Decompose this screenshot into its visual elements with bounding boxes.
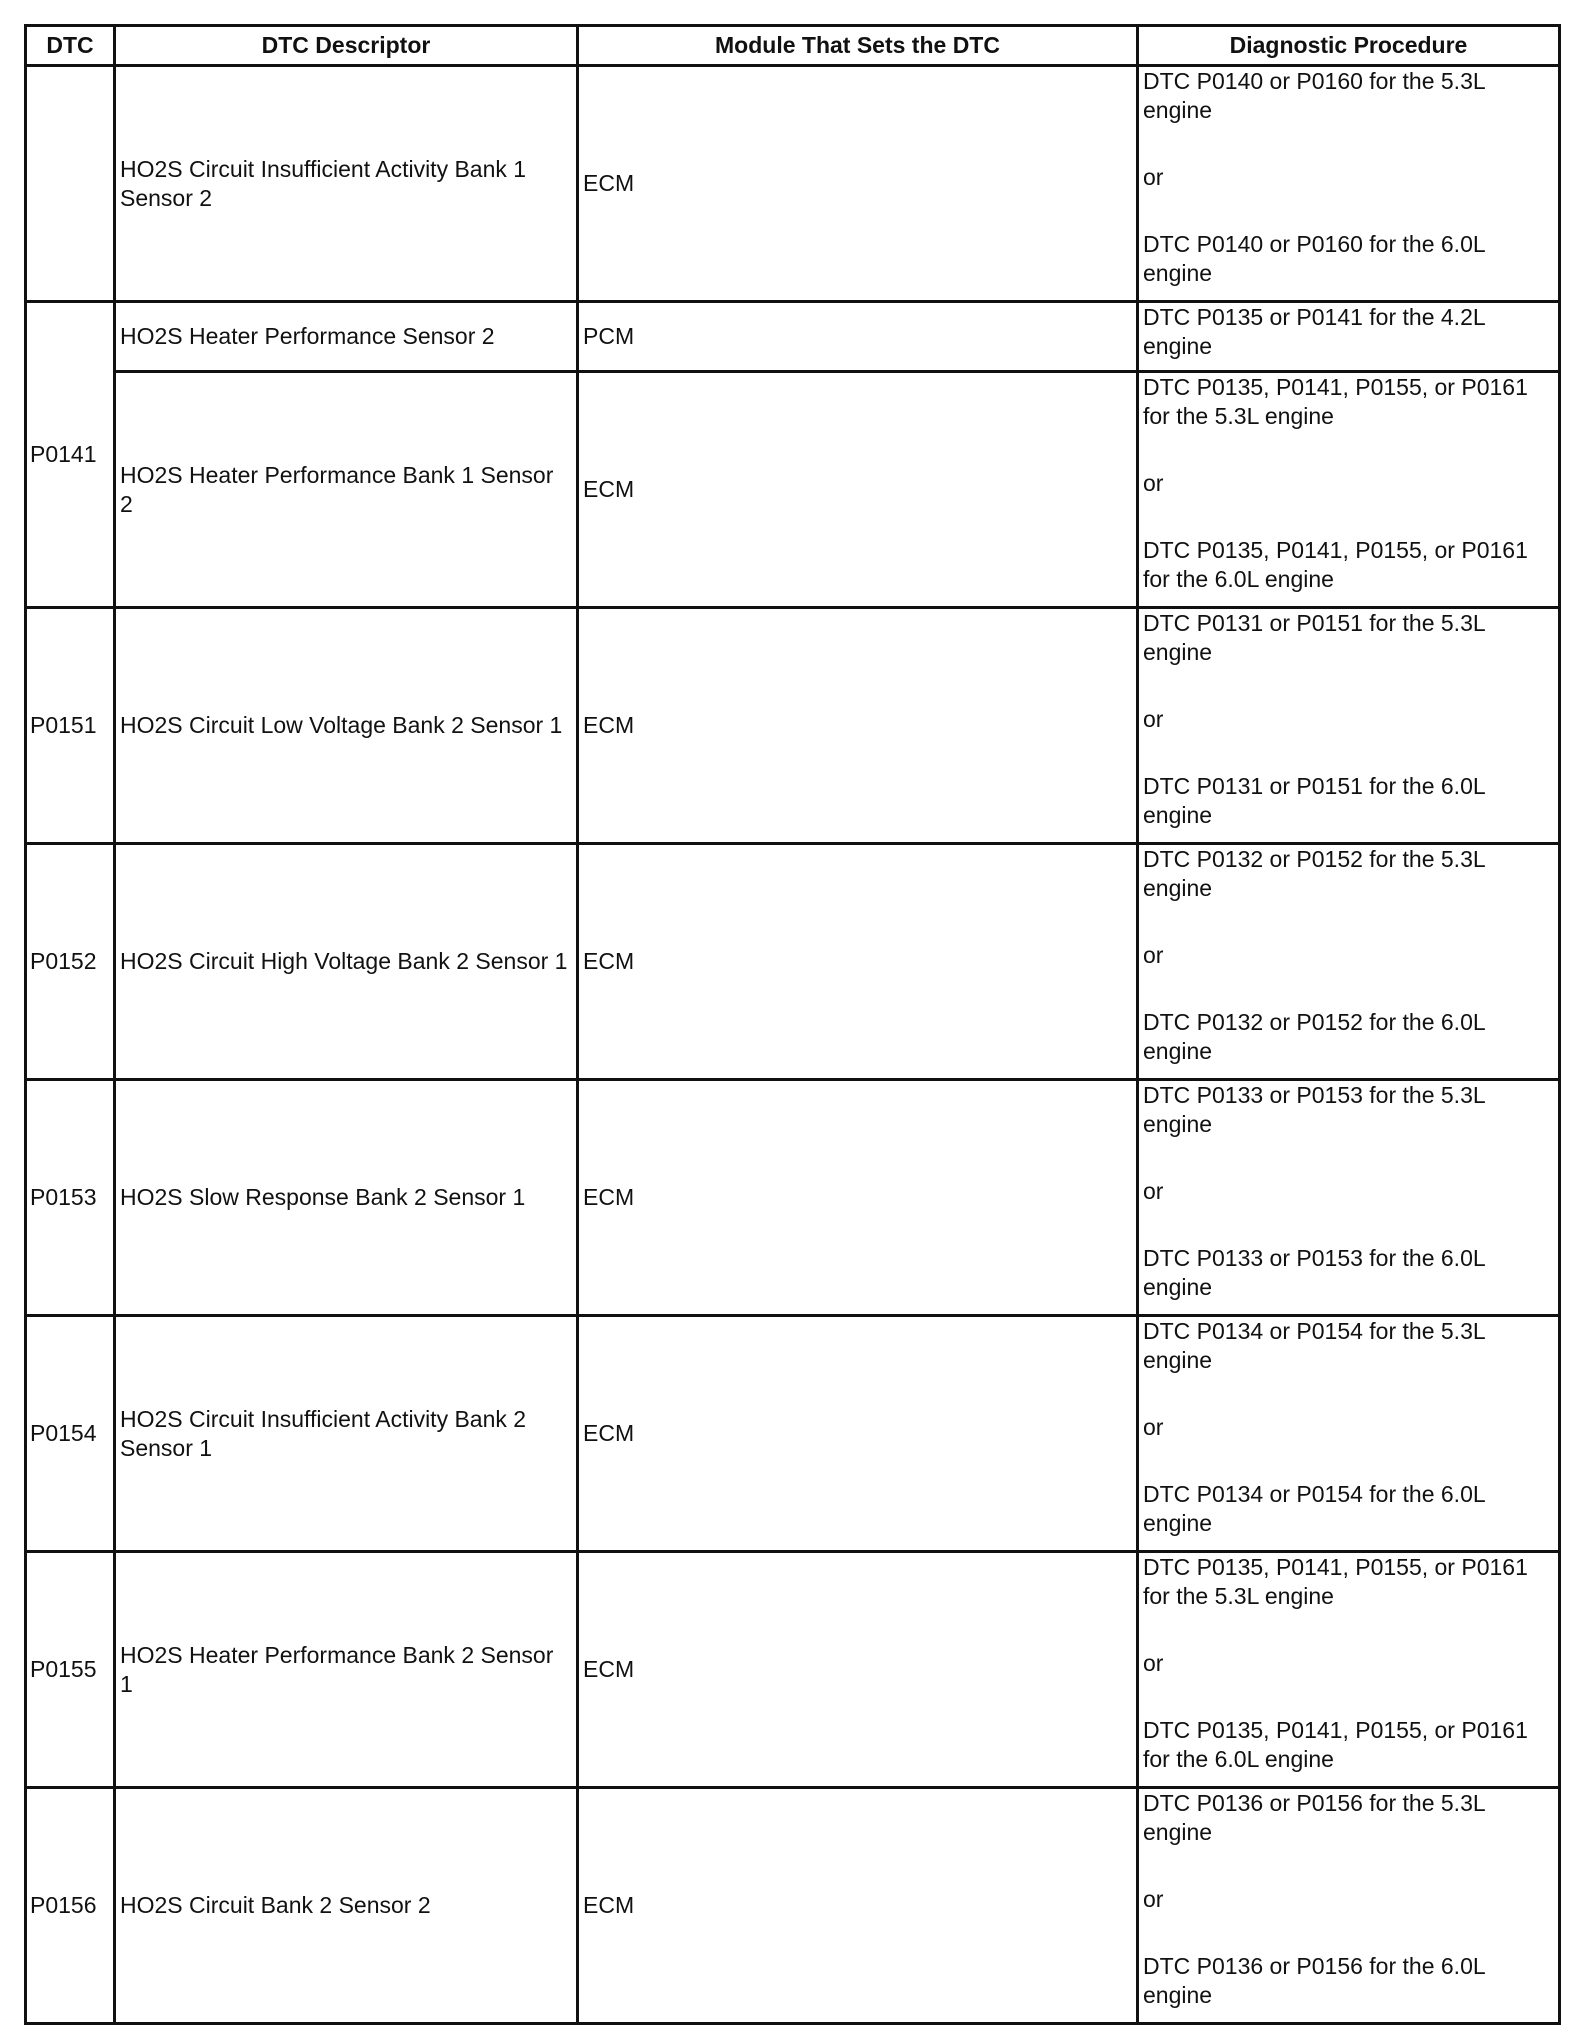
dtc-code-cell: P0156 bbox=[26, 1788, 115, 2024]
dtc-code-cell: P0141 bbox=[26, 302, 115, 608]
procedure-line: DTC P0135, P0141, P0155, or P0161 for the 6.0L engine bbox=[1143, 537, 1528, 592]
procedure-cell bbox=[1138, 608, 1560, 844]
module-cell: PCM bbox=[578, 302, 1138, 372]
module-cell: ECM bbox=[578, 844, 1138, 1080]
module-cell: ECM bbox=[578, 1080, 1138, 1316]
descriptor-cell: HO2S Circuit Insufficient Activity Bank 2 Sensor 1 bbox=[115, 1316, 578, 1552]
procedure-cell bbox=[1138, 1788, 1560, 2024]
procedure-line: DTC P0132 or P0152 for the 5.3L engine bbox=[1143, 846, 1485, 901]
dtc-code-cell bbox=[26, 66, 115, 302]
table-row bbox=[26, 1316, 1560, 1552]
dtc-code-cell: P0155 bbox=[26, 1552, 115, 1788]
procedure-cell bbox=[1138, 1552, 1560, 1788]
table-row bbox=[26, 1788, 1560, 2024]
module-cell: ECM bbox=[578, 1788, 1138, 2024]
module-cell: ECM bbox=[578, 66, 1138, 302]
module-cell: ECM bbox=[578, 1552, 1138, 1788]
descriptor-cell: HO2S Circuit Insufficient Activity Bank 1 Sensor 2 bbox=[115, 66, 578, 302]
table-row bbox=[26, 608, 1560, 844]
module-cell: ECM bbox=[578, 1316, 1138, 1552]
procedure-cell bbox=[1138, 844, 1560, 1080]
procedure-line: DTC P0135 or P0141 for the 4.2L engine bbox=[1143, 304, 1485, 359]
procedure-cell bbox=[1138, 1316, 1560, 1552]
header-module: Module That Sets the DTC bbox=[578, 26, 1138, 66]
module-cell: ECM bbox=[578, 608, 1138, 844]
descriptor-cell: HO2S Slow Response Bank 2 Sensor 1 bbox=[115, 1080, 578, 1316]
procedure-line: DTC P0136 or P0156 for the 5.3L engine bbox=[1143, 1790, 1485, 1845]
dtc-code-cell: P0152 bbox=[26, 844, 115, 1080]
module-cell: ECM bbox=[578, 372, 1138, 608]
procedure-cell bbox=[1138, 1080, 1560, 1316]
table-row bbox=[26, 1080, 1560, 1316]
procedure-line: DTC P0133 or P0153 for the 6.0L engine bbox=[1143, 1245, 1485, 1300]
header-dtc-descriptor: DTC Descriptor bbox=[115, 26, 578, 66]
dtc-code-cell: P0151 bbox=[26, 608, 115, 844]
procedure-line: DTC P0140 or P0160 for the 6.0L engine bbox=[1143, 231, 1485, 286]
procedure-line: DTC P0135, P0141, P0155, or P0161 for the 5.3L engine bbox=[1143, 374, 1528, 429]
table-header-row bbox=[26, 26, 1560, 66]
table-row bbox=[26, 1552, 1560, 1788]
descriptor-cell: HO2S Circuit Bank 2 Sensor 2 bbox=[115, 1788, 578, 2024]
table-row bbox=[26, 302, 1560, 372]
dtc-code-cell: P0153 bbox=[26, 1080, 115, 1316]
procedure-cell bbox=[1138, 66, 1560, 302]
header-dtc: DTC bbox=[26, 26, 115, 66]
procedure-line: DTC P0140 or P0160 for the 5.3L engine bbox=[1143, 68, 1485, 123]
procedure-cell bbox=[1138, 372, 1560, 608]
dtc-table bbox=[24, 24, 1561, 2025]
procedure-line: DTC P0131 or P0151 for the 6.0L engine bbox=[1143, 773, 1485, 828]
descriptor-cell: HO2S Circuit High Voltage Bank 2 Sensor 1 bbox=[115, 844, 578, 1080]
procedure-line: DTC P0135, P0141, P0155, or P0161 for the 6.0L engine bbox=[1143, 1717, 1528, 1772]
procedure-or: or bbox=[1143, 1650, 1164, 1676]
procedure-or: or bbox=[1143, 470, 1164, 496]
header-diagnostic-procedure: Diagnostic Procedure bbox=[1138, 26, 1560, 66]
procedure-or: or bbox=[1143, 1178, 1164, 1204]
procedure-or: or bbox=[1143, 1886, 1164, 1912]
descriptor-cell: HO2S Heater Performance Sensor 2 bbox=[115, 302, 578, 372]
procedure-line: DTC P0132 or P0152 for the 6.0L engine bbox=[1143, 1009, 1485, 1064]
descriptor-cell: HO2S Circuit Low Voltage Bank 2 Sensor 1 bbox=[115, 608, 578, 844]
procedure-or: or bbox=[1143, 706, 1164, 732]
procedure-line: DTC P0135, P0141, P0155, or P0161 for the 5.3L engine bbox=[1143, 1554, 1528, 1609]
procedure-line: DTC P0134 or P0154 for the 6.0L engine bbox=[1143, 1481, 1485, 1536]
descriptor-cell: HO2S Heater Performance Bank 1 Sensor 2 bbox=[115, 372, 578, 608]
table-row bbox=[26, 844, 1560, 1080]
procedure-line: DTC P0134 or P0154 for the 5.3L engine bbox=[1143, 1318, 1485, 1373]
procedure-line: DTC P0136 or P0156 for the 6.0L engine bbox=[1143, 1953, 1485, 2008]
dtc-code-cell: P0154 bbox=[26, 1316, 115, 1552]
descriptor-cell: HO2S Heater Performance Bank 2 Sensor 1 bbox=[115, 1552, 578, 1788]
procedure-cell bbox=[1138, 302, 1560, 372]
procedure-line: DTC P0131 or P0151 for the 5.3L engine bbox=[1143, 610, 1485, 665]
procedure-or: or bbox=[1143, 1414, 1164, 1440]
table-row bbox=[26, 372, 1560, 608]
table-row bbox=[26, 66, 1560, 302]
procedure-or: or bbox=[1143, 164, 1164, 190]
procedure-line: DTC P0133 or P0153 for the 5.3L engine bbox=[1143, 1082, 1485, 1137]
procedure-or: or bbox=[1143, 942, 1164, 968]
